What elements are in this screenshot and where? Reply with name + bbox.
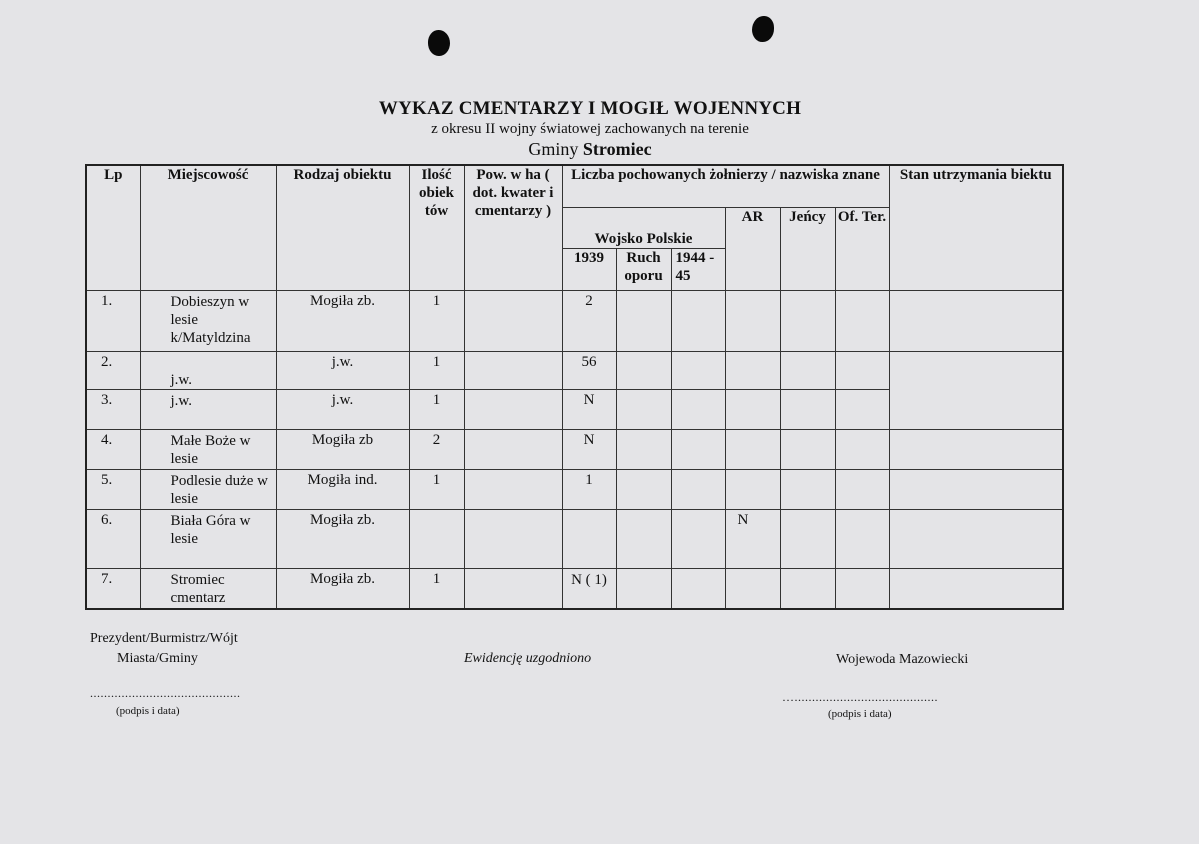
- col-1944-45: 1944 - 45: [671, 248, 725, 290]
- cell-ar: [725, 470, 780, 510]
- cell-1939: N ( 1): [562, 569, 616, 609]
- table-row: [86, 430, 1063, 470]
- document-title: WYKAZ CMENTARZY I MOGIŁ WOJENNYCH: [378, 98, 802, 119]
- cell-miejscowosc: Małe Boże w lesie: [140, 430, 276, 470]
- cell-of-ter: [835, 351, 889, 389]
- cemetery-register-table: [85, 164, 1064, 610]
- footer-left-title-2: Miasta/Gminy: [117, 651, 198, 666]
- cell-ilosc: [409, 510, 464, 569]
- cell-ruch: [616, 430, 671, 470]
- cell-of-ter: [835, 510, 889, 569]
- cell-pow: [464, 470, 562, 510]
- cell-lp: 4.: [86, 430, 140, 470]
- cell-jency: [780, 351, 835, 389]
- cell-of-ter: [835, 389, 889, 429]
- cell-rodzaj: Mogiła zb: [276, 430, 409, 470]
- cell-ruch: [616, 290, 671, 351]
- cell-1939: [562, 510, 616, 569]
- cell-pow: [464, 389, 562, 429]
- cell-lp: 6.: [86, 510, 140, 569]
- cell-jency: [780, 290, 835, 351]
- cell-ar: [725, 430, 780, 470]
- cell-1939: 1: [562, 470, 616, 510]
- cell-miejscowosc: Dobieszyn w lesie k/Matyldzina: [140, 290, 276, 351]
- cell-1944: [671, 389, 725, 429]
- cell-pow: [464, 569, 562, 609]
- cell-ilosc: 1: [409, 569, 464, 609]
- cell-stan: [889, 470, 1063, 510]
- footer-right-title: Wojewoda Mazowiecki: [836, 652, 969, 667]
- signature-line-right: ….........................................: [782, 690, 938, 704]
- col-rodzaj: Rodzaj obiektu: [276, 165, 409, 290]
- gmina-line: [0, 139, 1180, 160]
- signature-label-left: (podpis i data): [116, 705, 180, 717]
- cell-lp: 1.: [86, 290, 140, 351]
- cell-ilosc: 1: [409, 351, 464, 389]
- cell-rodzaj: Mogiła zb.: [276, 290, 409, 351]
- table-row: [86, 351, 1063, 389]
- col-ruch-oporu: Ruch oporu: [616, 248, 671, 290]
- table-row: [86, 569, 1063, 609]
- cell-rodzaj: j.w.: [276, 351, 409, 389]
- table-row: [86, 470, 1063, 510]
- cell-ruch: [616, 569, 671, 609]
- cell-miejscowosc: Podlesie duże w lesie: [140, 470, 276, 510]
- col-1939: 1939: [562, 248, 616, 290]
- signature-line-left: ...........................................: [90, 686, 241, 700]
- cell-jency: [780, 569, 835, 609]
- footer-left-title-1: Prezydent/Burmistrz/Wójt: [90, 631, 238, 646]
- cell-jency: [780, 510, 835, 569]
- cell-1939: 2: [562, 290, 616, 351]
- cell-lp: 2.: [86, 351, 140, 389]
- cell-1939: 56: [562, 351, 616, 389]
- cell-jency: [780, 470, 835, 510]
- footer-agreed-text: Ewidencję uzgodniono: [464, 651, 592, 666]
- cell-ar: [725, 569, 780, 609]
- cell-1939: N: [562, 389, 616, 429]
- cell-ar: [725, 351, 780, 389]
- cell-stan: [889, 510, 1063, 569]
- cell-1944: [671, 290, 725, 351]
- cell-of-ter: [835, 430, 889, 470]
- gmina-name: Stromiec: [582, 139, 652, 159]
- cell-ar: [725, 290, 780, 351]
- cell-rodzaj: Mogiła zb.: [276, 510, 409, 569]
- cell-pow: [464, 290, 562, 351]
- cell-jency: [780, 430, 835, 470]
- cell-rodzaj: Mogiła zb.: [276, 569, 409, 609]
- signature-label-right: (podpis i data): [828, 708, 892, 720]
- cell-of-ter: [835, 470, 889, 510]
- col-lp: Lp: [86, 165, 140, 290]
- cell-ar: [725, 389, 780, 429]
- cell-lp: 7.: [86, 569, 140, 609]
- cell-ruch: [616, 510, 671, 569]
- cell-lp: 3.: [86, 389, 140, 429]
- cell-miejscowosc: Stromiec cmentarz: [140, 569, 276, 609]
- gmina-prefix: Gminy: [528, 139, 579, 159]
- cell-ilosc: 2: [409, 430, 464, 470]
- col-pow: Pow. w ha ( dot. kwater i cmentarzy ): [464, 165, 562, 290]
- col-jency: Jeńcy: [780, 207, 835, 290]
- col-ar: AR: [725, 207, 780, 290]
- cell-1944: [671, 569, 725, 609]
- cell-ilosc: 1: [409, 290, 464, 351]
- cell-of-ter: [835, 290, 889, 351]
- col-of-ter: Of. Ter.: [835, 207, 889, 290]
- cell-ilosc: 1: [409, 389, 464, 429]
- cell-ar: N: [725, 510, 780, 569]
- table-row: [86, 510, 1063, 569]
- cell-1944: [671, 470, 725, 510]
- cell-ruch: [616, 389, 671, 429]
- col-stan: Stan utrzymania biektu: [889, 165, 1063, 290]
- punch-hole-right: [752, 16, 774, 42]
- cell-of-ter: [835, 569, 889, 609]
- punch-hole-left: [428, 30, 450, 56]
- cell-ruch: [616, 351, 671, 389]
- cell-1944: [671, 430, 725, 470]
- cell-pow: [464, 351, 562, 389]
- col-miejscowosc: Miejscowość: [140, 165, 276, 290]
- cell-jency: [780, 389, 835, 429]
- cell-rodzaj: j.w.: [276, 389, 409, 429]
- cell-rodzaj: Mogiła ind.: [276, 470, 409, 510]
- cell-1944: [671, 351, 725, 389]
- table-row: [86, 290, 1063, 351]
- cell-stan: [889, 569, 1063, 609]
- cell-1939: N: [562, 430, 616, 470]
- cell-pow: [464, 430, 562, 470]
- cell-miejscowosc: j.w.: [140, 351, 276, 389]
- document-subtitle: z okresu II wojny światowej zachowanych na terenie: [431, 121, 749, 137]
- cell-miejscowosc: j.w.: [140, 389, 276, 429]
- cell-ruch: [616, 470, 671, 510]
- cell-miejscowosc: Biała Góra w lesie: [140, 510, 276, 569]
- cell-pow: [464, 510, 562, 569]
- cell-lp: 5.: [86, 470, 140, 510]
- col-ilosc: Ilość obiek tów: [409, 165, 464, 290]
- col-wojsko-polskie: Wojsko Polskie: [562, 207, 725, 248]
- cell-stan: [889, 290, 1063, 351]
- col-group-liczba: Liczba pochowanych żołnierzy / nazwiska znane: [562, 165, 889, 207]
- cell-1944: [671, 510, 725, 569]
- cell-stan: [889, 430, 1063, 470]
- cell-ilosc: 1: [409, 470, 464, 510]
- cell-stan: [889, 351, 1063, 429]
